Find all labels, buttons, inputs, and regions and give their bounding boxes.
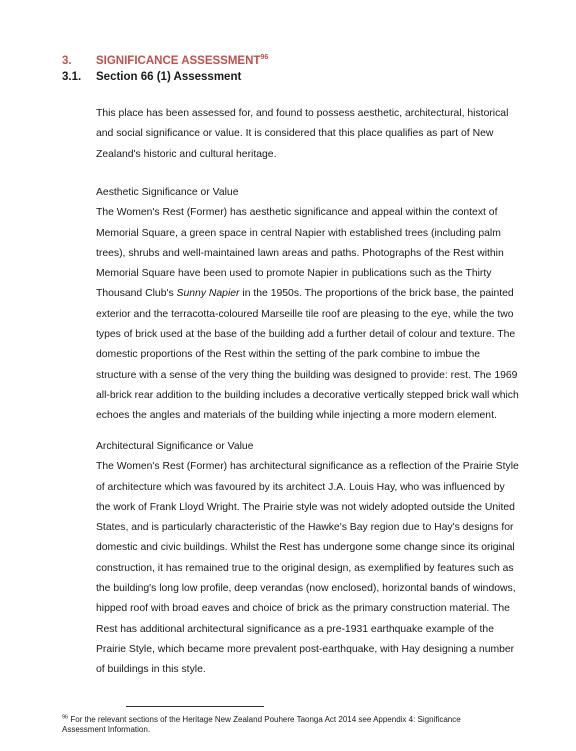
architectural-section xyxy=(96,437,520,681)
footnote-divider xyxy=(126,706,264,707)
intro-paragraph: This place has been assessed for, and found to possess aesthetic, architectural, historical and social significance or value. It is considered that this place qualifies as part of New Zealand's historic and cultural heritage. xyxy=(96,108,509,160)
section-number: 3. xyxy=(62,55,72,67)
aesthetic-section xyxy=(96,183,520,427)
subsection-number: 3.1. xyxy=(62,71,82,83)
footnote-number: 96 xyxy=(62,714,69,721)
aesthetic-heading: Aesthetic Significance or Value xyxy=(96,187,239,198)
section-heading xyxy=(62,55,268,67)
footnote-text: For the relevant sections of the Heritage New Zealand Pouhere Taonga Act 2014 see Appendix 4: Significance Assessment Information. xyxy=(62,715,461,734)
architectural-paragraph: The Women's Rest (Former) has architectural significance as a reflection of the Prairie Style of architecture which was favoured by its architect J.A. Louis Hay, who was influenced by the work of Frank Lloyd Wright. The Prairie style was not widely adopted outside the United States, and is particularly characteristic of the Hawke's Bay region due to Hay's designs for domestic and civic buildings. Whilst the Rest has undergone some change since its original construction, it has remained true to the original design, as exemplified by features such as the building's long low profile, deep verandas (now enclosed), horizontal bands of windows, hipped roof with broad eaves and choice of brick as the primary construction material. The Rest has additional architectural significance as a pre-1931 earthquake example of the Prairie Style, which became more prevalent post-earthquake, with Hay designing a number of buildings in this style. xyxy=(96,461,519,676)
footnote-reference: 96 xyxy=(260,54,269,62)
subsection-title: Section 66 (1) Assessment xyxy=(96,71,242,83)
section-title: SIGNIFICANCE ASSESSMENT xyxy=(96,55,261,67)
subsection-heading xyxy=(62,71,241,83)
aesthetic-paragraph: The Women's Rest (Former) has aesthetic significance and appeal within the context of Memorial Square, a green space in central Napier with established trees (including palm trees), shrubs and well-maintained lawn areas and paths. Photographs of the Rest within Memorial Square have been used to promote Napier in publications such as the Thirty Thousand Club's Sunny Napier in the 1950s. The proportions of the brick base, the painted exterior and the terracotta-coloured Marseille tile roof are pleasing to the eye, while the two types of brick used at the base of the building add a further detail of colour and texture. The domestic proportions of the Rest within the setting of the park combine to imbue the structure with a sense of the very thing the building was designed to provide: rest. The 1969 all-brick rear addition to the building includes a decorative vertically stepped brick wall which echoes the angles and materials of the building while injecting a more modern element. xyxy=(96,207,519,422)
footnote xyxy=(62,715,492,735)
architectural-heading: Architectural Significance or Value xyxy=(96,441,254,452)
publication-title: Sunny Napier xyxy=(176,288,240,300)
